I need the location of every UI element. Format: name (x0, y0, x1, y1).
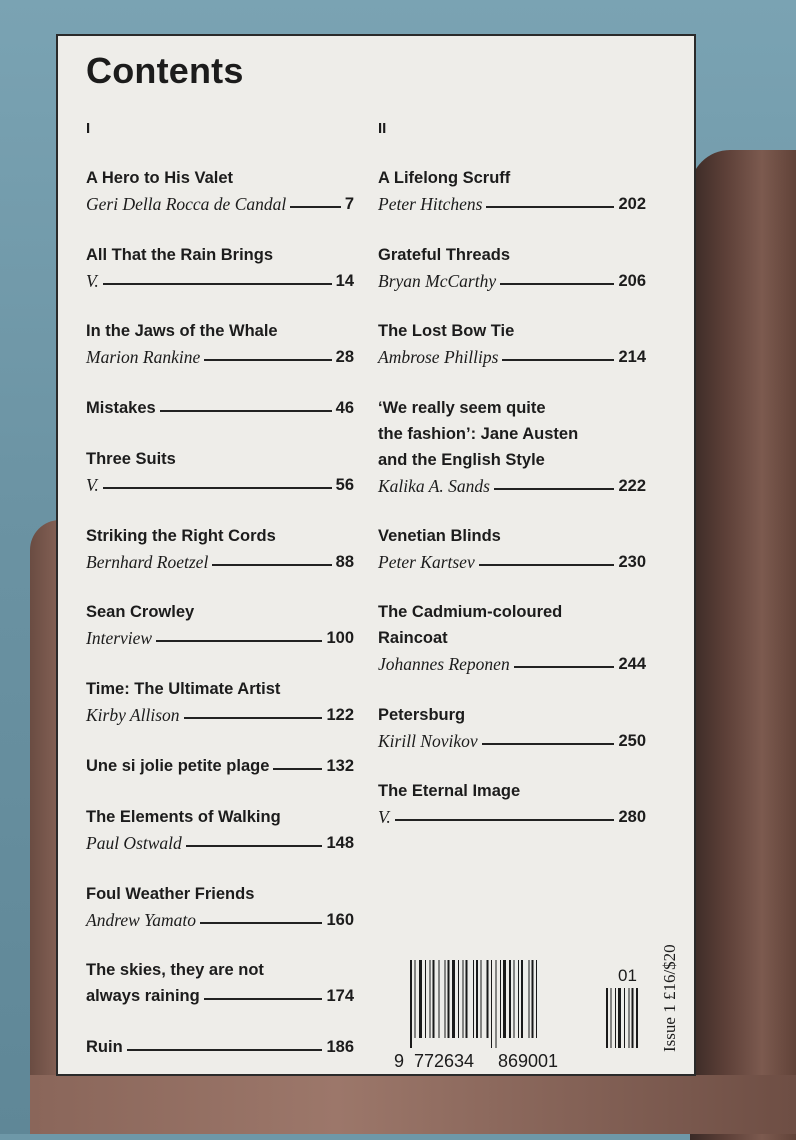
barcode-addon-bar (615, 988, 616, 1048)
entry-title: Foul Weather Friends (86, 885, 255, 903)
toc-entry[interactable] (86, 523, 354, 575)
entry-author: Kalika A. Sands (378, 475, 490, 496)
barcode-bar (439, 960, 440, 1038)
toc-entry[interactable] (86, 318, 354, 370)
entry-author: Peter Kartsev (378, 551, 475, 572)
leader-rule (200, 922, 322, 924)
background-coat-bottom (30, 1075, 796, 1134)
toc-entry[interactable] (378, 778, 646, 830)
entry-page: 222 (618, 476, 646, 495)
entry-page: 28 (335, 347, 354, 366)
barcode-addon-bar (636, 988, 638, 1048)
entry-author: Bryan McCarthy (378, 270, 497, 291)
entry-page: 7 (344, 194, 354, 213)
leader-rule (103, 487, 332, 489)
leader-rule (212, 564, 331, 566)
entry-author: Interview (86, 627, 153, 648)
barcode-bar (536, 960, 537, 1038)
barcode-addon-number: 01 (618, 966, 637, 985)
leader-rule (290, 206, 341, 208)
entry-page: 148 (326, 833, 354, 852)
entry-title: Grateful Threads (378, 246, 511, 264)
toc-entry[interactable] (378, 395, 646, 499)
barcode-lead-digit: 9 (394, 1051, 405, 1071)
entry-title: Une si jolie petite plage (86, 756, 270, 775)
entry-page: 122 (326, 705, 354, 724)
toc-entry[interactable] (86, 446, 354, 498)
barcode-bar (419, 960, 422, 1038)
barcode-bar (496, 960, 497, 1048)
entry-title: Petersburg (378, 706, 466, 724)
barcode-bar (433, 960, 435, 1038)
leader-rule (273, 768, 322, 770)
entry-author: Bernhard Roetzel (86, 551, 209, 572)
barcode-addon-bar (624, 988, 625, 1048)
toc-entry[interactable] (86, 881, 354, 933)
entry-page: 132 (326, 756, 354, 775)
leader-rule (479, 564, 615, 566)
leader-rule (502, 359, 614, 361)
leader-rule (204, 359, 331, 361)
barcode-bar (448, 960, 450, 1038)
entry-page: 202 (618, 194, 646, 213)
entry-title: Mistakes (86, 398, 156, 417)
toc-entry[interactable] (378, 242, 646, 294)
barcode-addon-bar (629, 988, 630, 1048)
entry-author: Peter Hitchens (378, 193, 483, 214)
barcode-bar (503, 960, 506, 1038)
entry-title: ‘We really seem quite (378, 399, 546, 417)
toc-entry[interactable] (86, 676, 354, 728)
barcode-bar (458, 960, 459, 1038)
barcode-bar (445, 960, 446, 1038)
entry-page: 250 (618, 731, 646, 750)
toc-entry[interactable] (86, 242, 354, 294)
entry-title: Ruin (86, 1037, 123, 1056)
entry-title: Time: The Ultimate Artist (86, 680, 281, 698)
entry-author: Marion Rankine (86, 346, 201, 367)
entry-author: Paul Ostwald (86, 832, 182, 853)
leader-rule (156, 640, 322, 642)
entry-page: 186 (326, 1037, 354, 1056)
leader-rule (160, 410, 332, 412)
entry-title-continued: always raining (86, 986, 200, 1005)
entry-page: 244 (618, 654, 646, 673)
barcode-group-two: 869001 (498, 1051, 559, 1071)
entry-author: V. (86, 270, 99, 291)
leader-rule (184, 717, 323, 719)
leader-rule (127, 1049, 323, 1051)
entry-author: Geri Della Rocca de Candal (86, 193, 287, 214)
toc-entry[interactable] (378, 523, 646, 575)
toc-entry[interactable] (378, 599, 646, 677)
barcode-bar (430, 960, 431, 1038)
toc-entry[interactable] (86, 599, 354, 651)
leader-rule (204, 998, 323, 1000)
barcode-addon-bar (618, 988, 621, 1048)
barcode-bar (491, 960, 492, 1048)
entry-page: 14 (335, 271, 354, 290)
entry-author: Johannes Reponen (378, 653, 510, 674)
barcode-bar (463, 960, 464, 1038)
contents-card (56, 34, 696, 1076)
entry-title: The Eternal Image (378, 782, 521, 800)
entry-title: Sean Crowley (86, 603, 195, 621)
entry-author: Andrew Yamato (86, 909, 197, 930)
entry-page: 174 (326, 986, 354, 1005)
page-title: Contents (86, 50, 244, 91)
entry-page: 280 (618, 807, 646, 826)
toc-entry[interactable] (86, 395, 354, 421)
toc-entry[interactable] (86, 165, 354, 217)
barcode-bars (394, 960, 642, 1052)
entry-author: Kirby Allison (86, 704, 180, 725)
leader-rule (482, 743, 615, 745)
entry-title: A Hero to His Valet (86, 169, 234, 187)
entry-page: 46 (335, 398, 354, 417)
barcode-bar (529, 960, 530, 1038)
barcode-bar (476, 960, 478, 1038)
entry-title: In the Jaws of the Whale (86, 322, 278, 340)
entry-page: 206 (618, 271, 646, 290)
barcode-bar (487, 960, 489, 1038)
barcode-addon-bar (632, 988, 634, 1048)
barcode-group-one: 772634 (414, 1051, 475, 1071)
leader-rule (514, 666, 615, 668)
barcode-bar (425, 960, 426, 1038)
barcode-bar (518, 960, 519, 1038)
barcode (394, 960, 642, 1070)
entry-title: The Lost Bow Tie (378, 322, 515, 340)
barcode-bar (481, 960, 482, 1038)
entry-title: Three Suits (86, 450, 176, 468)
entry-author: V. (378, 806, 391, 827)
leader-rule (486, 206, 614, 208)
entry-title: The skies, they are not (86, 961, 264, 979)
entry-author: V. (86, 474, 99, 495)
entry-page: 56 (335, 475, 354, 494)
entry-title: The Elements of Walking (86, 808, 281, 826)
barcode-bar (410, 960, 412, 1048)
entry-title: All That the Rain Brings (86, 246, 274, 264)
barcode-bar (466, 960, 468, 1038)
background-coat-right (690, 150, 796, 1140)
issue-price: Issue 1 £16/$20 (660, 944, 679, 1052)
entry-page: 160 (326, 910, 354, 929)
section-two-heading: II (378, 120, 387, 137)
leader-rule (186, 845, 323, 847)
barcode-bar (500, 960, 501, 1038)
entry-author: Kirill Novikov (378, 730, 478, 751)
toc-entry[interactable] (378, 165, 646, 217)
toc-entry[interactable] (86, 753, 354, 779)
barcode-bar (521, 960, 523, 1038)
barcode-bar (514, 960, 515, 1038)
toc-entry[interactable] (86, 1034, 354, 1060)
entry-title-continued: and the English Style (378, 451, 545, 469)
toc-entry[interactable] (86, 804, 354, 856)
entry-author: Ambrose Phillips (378, 346, 499, 367)
section-one-heading: I (86, 120, 91, 137)
entry-page: 100 (326, 628, 354, 647)
entry-title: The Cadmium-coloured (378, 603, 563, 621)
entry-title: Venetian Blinds (378, 527, 501, 545)
barcode-bar (509, 960, 511, 1038)
entry-title-continued: the fashion’: Jane Austen (378, 425, 579, 443)
entry-title: Striking the Right Cords (86, 527, 276, 545)
barcode-bar (473, 960, 474, 1038)
toc-entry[interactable] (378, 702, 646, 754)
leader-rule (103, 283, 332, 285)
entry-title: A Lifelong Scruff (378, 169, 511, 187)
entry-page: 88 (335, 552, 354, 571)
barcode-bar (452, 960, 455, 1038)
entry-page: 214 (618, 347, 646, 366)
leader-rule (395, 819, 615, 821)
leader-rule (500, 283, 614, 285)
toc-entry[interactable] (378, 318, 646, 370)
barcode-addon-bar (611, 988, 612, 1048)
leader-rule (494, 488, 614, 490)
barcode-bar (415, 960, 416, 1038)
barcode-addon-bar (606, 988, 608, 1048)
barcode-bar (532, 960, 534, 1038)
entry-title-continued: Raincoat (378, 629, 448, 647)
toc-entry[interactable] (86, 957, 354, 1009)
entry-page: 230 (618, 552, 646, 571)
